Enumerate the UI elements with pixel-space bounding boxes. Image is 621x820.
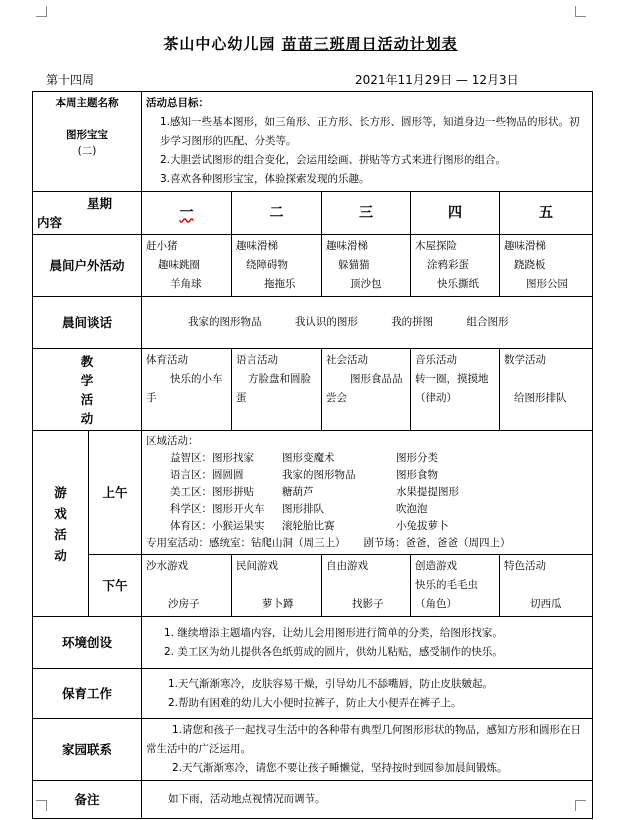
- outdoor-thursday: 木屋探险 涂鸦彩蛋 快乐撕纸: [411, 235, 500, 297]
- outdoor-wednesday: 趣味滑梯 躲猫猫 顶沙包: [322, 235, 411, 297]
- weekday-header-cell: [33, 192, 142, 235]
- outdoor-monday: 赶小猪 趣味跳圈 羊角球: [142, 235, 232, 297]
- area-activity: 小兔拔萝卜: [396, 520, 449, 532]
- games-pm-label: 下午: [89, 555, 142, 617]
- theme-name: 图形宝宝: [66, 129, 108, 141]
- week-number: 第十四周: [46, 73, 95, 87]
- class-plan-title: 苗苗三班周日活动计划表: [281, 35, 458, 53]
- talk-topic: 组合图形: [466, 316, 509, 328]
- outdoor-row: [33, 235, 593, 297]
- area-activity: 图形找家: [212, 452, 254, 464]
- family-row: [33, 719, 593, 781]
- teaching-tuesday: 语言活动 方脸盘和圆脸蛋: [232, 349, 322, 431]
- care-content: 1.天气渐渐寒冷，皮肤容易干燥，引导幼儿不舔嘴唇，防止皮肤皴起。 2.帮助有困难的幼儿大小便时拉裤子，防止大小便弄在裤子上。: [142, 669, 593, 719]
- day-wednesday: 三: [322, 192, 411, 235]
- theme-row: [33, 92, 593, 192]
- area-zone: 语言区：: [170, 469, 212, 481]
- care-label: 保育工作: [33, 669, 142, 719]
- area-row: [146, 501, 588, 518]
- teaching-thursday: 音乐活动 转一圈，摸摸地（律动）: [411, 349, 500, 431]
- day-friday: 五: [500, 192, 593, 235]
- goal-item-1: 1.感知一些基本图形，如三角形、正方形、长方形、圆形等，知道身边一些物品的形状。初步学习图形的匹配、分类等。: [160, 116, 580, 147]
- day-tuesday: 二: [232, 192, 322, 235]
- goal-item-3: 3.喜欢各种图形宝宝，体验探索发现的乐趣。: [160, 173, 370, 185]
- area-row: [146, 450, 588, 467]
- goals-label: 活动总目标：: [146, 97, 209, 109]
- area-activity: 图形食物: [396, 469, 438, 481]
- area-activity: 图形变魔术: [282, 452, 335, 464]
- environment-row: [33, 617, 593, 669]
- talk-row: [33, 297, 593, 349]
- theme-label: 本周主题名称: [55, 97, 119, 109]
- area-row: [146, 518, 588, 535]
- area-activity: 图形拼贴: [212, 486, 254, 498]
- area-activity: 滚轮胎比赛: [282, 520, 335, 532]
- notes-label: 备注: [33, 781, 142, 819]
- area-activity: 图形排队: [282, 503, 324, 515]
- teaching-friday: 数学活动 给图形排队: [500, 349, 593, 431]
- games-pm-row: [33, 555, 593, 617]
- area-activity: 图形分类: [396, 452, 438, 464]
- talk-topic: 我的拼图: [391, 316, 434, 328]
- area-activity: 圆圆圆: [212, 469, 244, 481]
- talk-topic: 我家的图形物品: [188, 316, 262, 328]
- date-range: 2021年11月29日 — 12月3日: [355, 73, 519, 87]
- area-activity: 小猴运果实: [212, 520, 265, 532]
- environment-label: 环境创设: [33, 617, 142, 669]
- notes-content: 如下雨，活动地点视情况而调节。: [142, 781, 593, 819]
- area-zone: 美工区：: [170, 486, 212, 498]
- corner-mark-top-left: [36, 6, 47, 17]
- area-zone: 益智区：: [170, 452, 212, 464]
- goal-item-2: 2.大胆尝试图形的组合变化，会运用绘画、拼贴等方式来进行图形的组合。: [160, 154, 507, 166]
- teaching-row: [33, 349, 593, 431]
- area-activity: 吹泡泡: [396, 503, 428, 515]
- pm-wednesday: 自由游戏 找影子: [322, 555, 411, 617]
- kindergarten-name: 茶山中心幼儿园: [163, 35, 276, 53]
- pm-monday: 沙水游戏 沙房子: [142, 555, 232, 617]
- area-activity: 我家的图形物品: [282, 469, 356, 481]
- talk-topic: 我认识的图形: [294, 316, 358, 328]
- area-title: 区域活动：: [146, 435, 199, 447]
- area-list: [146, 450, 588, 535]
- area-zone: 科学区：: [170, 503, 212, 515]
- content-label: 内容: [37, 215, 63, 230]
- pm-thursday: 创造游戏 快乐的毛毛虫（角色）: [411, 555, 500, 617]
- notes-row: [33, 781, 593, 819]
- games-label: 游 戏 活 动: [33, 431, 89, 617]
- theme-cell: [33, 92, 142, 192]
- talk-topics: [142, 297, 593, 349]
- pm-tuesday: 民间游戏 萝卜蹲: [232, 555, 322, 617]
- weekday-label: 星期: [87, 196, 113, 211]
- outdoor-tuesday: 趣味滑梯 绕障碍物 拖拖乐: [232, 235, 322, 297]
- family-content: 1.请您和孩子一起找寻生活中的各种带有典型几何图形形状的物品，感知方形和圆形在日常生活中的广泛运用。 2.天气渐渐寒冷，请您不要让孩子睡懒觉，坚持按时到园参加晨间锻炼。: [142, 719, 593, 781]
- special-room: 专用室活动：感统室：钻爬山洞（周三上） 剧节场：爸爸，爸爸（周四上）: [146, 537, 511, 549]
- environment-content: 1. 继续增添主题墙内容，让幼儿会用图形进行简单的分类，给图形找家。 2. 美工区为幼儿提供各色纸剪成的圆片，供幼儿粘贴，感受制作的快乐。: [142, 617, 593, 669]
- area-row: [146, 484, 588, 501]
- teaching-label: 教 学 活 动: [33, 349, 142, 431]
- day-thursday: 四: [411, 192, 500, 235]
- area-activities: [142, 431, 593, 555]
- area-zone: 体育区：: [170, 520, 212, 532]
- talk-label: 晨间谈话: [33, 297, 142, 349]
- games-am-label: 上午: [89, 431, 142, 555]
- teaching-wednesday: 社会活动 图形食品品尝会: [322, 349, 411, 431]
- games-am-row: [33, 431, 593, 555]
- area-activity: 糖葫芦: [282, 486, 314, 498]
- theme-sub: (二): [77, 145, 97, 157]
- area-row: [146, 467, 588, 484]
- outdoor-label: 晨间户外活动: [33, 235, 142, 297]
- teaching-monday: 体育活动 快乐的小车手: [142, 349, 232, 431]
- outdoor-friday: 趣味滑梯 跷跷板 图形公园: [500, 235, 593, 297]
- care-row: [33, 669, 593, 719]
- corner-mark-top-right: [575, 6, 586, 17]
- weekday-header-row: [33, 192, 593, 235]
- goals-cell: [142, 92, 593, 192]
- pm-friday: 特色活动 切西瓜: [500, 555, 593, 617]
- weekly-plan-table: [32, 91, 593, 819]
- family-label: 家园联系: [33, 719, 142, 781]
- area-activity: 图形开火车: [212, 503, 265, 515]
- area-activity: 水果提提图形: [396, 486, 459, 498]
- day-monday: 一: [142, 192, 232, 235]
- page-title: [0, 33, 621, 54]
